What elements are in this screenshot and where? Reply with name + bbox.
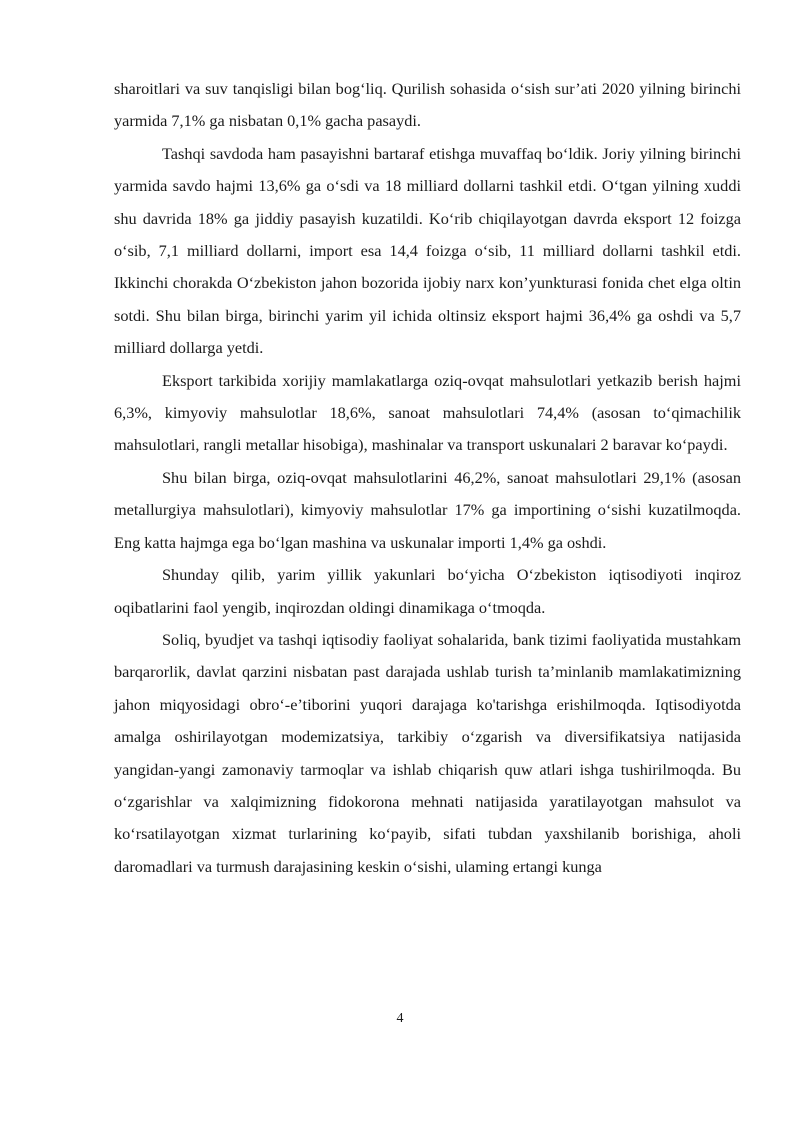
paragraph-export-structure: Eksport tarkibida xorijiy mamlakatlarga oziq-ovqat mahsulotlari yetkazib berish hajmi 6,3%, kimyoviy mahsulotlar 18,6%, sanoat mahsulotlari 74,4% (asosan to‘qimachilik mahsulotlari, rangli metallar hisobiga), mashinalar va transport uskunalari 2 baravar ko‘paydi. bbox=[114, 370, 741, 455]
page-number: 4 bbox=[396, 1011, 404, 1026]
paragraph-foreign-trade: Tashqi savdoda ham pasayishni bartaraf etishga muvaffaq bo‘ldik. Joriy yilning birinchi yarmida savdo hajmi 13,6% ga o‘sdi va 18 milliard dollarni tashkil etdi. O‘tgan yilning xuddi shu davrida 18% ga jiddiy pasayish kuzatildi. Ko‘rib chiqilayotgan davrda eksport 12 foizga o‘sib, 7,1 milliard dollarni, import esa 14,4 foizga o‘sib, 11 milliard dollarni tashkil etdi. Ikkinchi chorakda O‘zbekiston jahon bozorida ijobiy narx kon’yunkturasi fonida chet elga oltin sotdi. Shu bilan birga, birinchi yarim yil ichida oltinsiz eksport hajmi 36,4% ga oshdi va 5,7 milliard dollarga yetdi. bbox=[114, 143, 741, 358]
paragraph-import-structure: Shu bilan birga, oziq-ovqat mahsulotlarini 46,2%, sanoat mahsulotlari 29,1% (asosan metallurgiya mahsulotlari), kimyoviy mahsulotlar 17% ga importining o‘sishi kuzatilmoqda. Eng katta hajmga ega bo‘lgan mashina va uskunalar importi 1,4% ga oshdi. bbox=[114, 467, 741, 552]
paragraph-stability: Soliq, byudjet va tashqi iqtisodiy faoliyat sohalarida, bank tizimi faoliyatida mustahkam barqarorlik, davlat qarzini nisbatan past darajada ushlab turish ta’minlanib mamlakatimizning jahon miqyosidagi obro‘-e’tiborini yuqori darajaga ko'tarishga erishilmoqda. Iqtisodiyotda amalga oshirilayotgan modemizatsiya, tarkibiy o‘zgarish va diversifikatsiya natijasida yangidan-yangi zamonaviy tarmoqlar va ishlab chiqarish quw atlari ishga tushirilmoqda. Bu o‘zgarishlar va xalqimizning fidokorona mehnati natijasida yaratilayotgan mahsulot va ko‘rsatilayotgan xizmat turlarining ko‘payib, sifati tubdan yaxshilanib borishiga, aholi daromadlari va turmush darajasining keskin o‘sishi, ulaming ertangi kunga bbox=[114, 629, 741, 876]
paragraph-half-year-summary: Shunday qilib, yarim yillik yakunlari bo‘yicha O‘zbekiston iqtisodiyoti inqiroz oqibatlarini faol yengib, inqirozdan oldingi dinamikaga o‘tmoqda. bbox=[114, 565, 741, 617]
paragraph-continuation: sharoitlari va suv tanqisligi bilan bog‘liq. Qurilish sohasida o‘sish sur’ati 2020 yilning birinchi yarmida 7,1% ga nisbatan 0,1% gacha pasaydi. bbox=[114, 79, 741, 131]
body-text bbox=[114, 73, 741, 883]
